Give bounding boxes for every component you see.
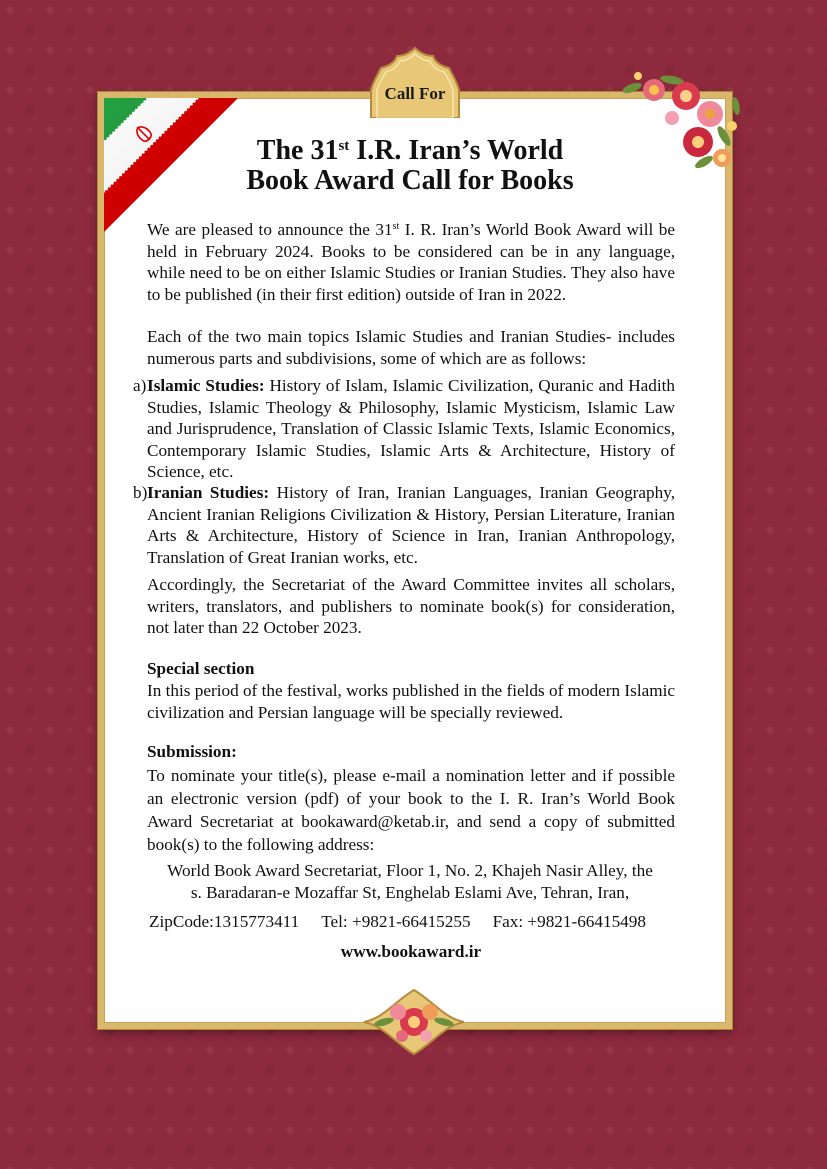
page-title — [160, 136, 660, 196]
topic-marker: b) — [133, 483, 148, 502]
address-block — [130, 860, 690, 903]
flower-ornament-bottom-icon — [354, 982, 474, 1060]
title-line-2: Book Award Call for Books — [246, 165, 574, 196]
topic-text: History of Islam, Islamic Civilization, Quranic and Hadith Studies, Islamic Theology & Philosophy, Islamic Mysticism, Islamic Law and Jurisprudence, Translation of Classic Islamic Texts, Islamic Economics, Contemporary Islamic Studies, Islamic Arts & Architecture, History of Science, etc. — [147, 376, 675, 481]
topic-item-iranian-studies — [133, 482, 675, 568]
call-for-label: Call For — [384, 84, 446, 103]
submission-text: To nominate your title(s), please e-mail a nomination letter and if possible an electronic version (pdf) of your book to the I. R. Iran’s World Book Award Secretariat at bookaward@ketab.ir, and send a copy of submitted book(s) to the following address: — [147, 766, 675, 854]
zip-code: ZipCode:1315773411 — [149, 912, 300, 931]
telephone: Tel: +9821-66415255 — [321, 912, 471, 931]
address-line-1: World Book Award Secretariat, Floor 1, No. 2, Khajeh Nasir Alley, the — [167, 861, 653, 880]
address-line-2: s. Baradaran-e Mozaffar St, Enghelab Eslami Ave, Tehran, Iran, — [190, 882, 630, 902]
submission-heading: Submission: — [147, 742, 237, 761]
invitation-paragraph: Accordingly, the Secretariat of the Award Committee invites all scholars, writers, translators, and publishers to nominate book(s) for consideration, not later than 22 October 2023. — [147, 575, 675, 637]
topic-marker: a) — [133, 376, 147, 395]
call-for-badge-icon — [369, 46, 461, 118]
special-section-heading: Special section — [147, 659, 255, 678]
topic-heading: Iranian Studies: — [147, 483, 270, 502]
topic-heading: Islamic Studies: — [147, 376, 265, 395]
topic-text: History of Iran, Iranian Languages, Iranian Geography, Ancient Iranian Religions Civilization & History, Persian Literature, Iranian Arts & Architecture, History of Science in Iran, Iranian Anthropology, Translation of Great Iranian works, etc. — [147, 483, 675, 567]
title-line-1: The 31st I.R. Iran’s World — [256, 135, 564, 166]
intro-paragraph: We are pleased to announce the 31st I. R. Iran’s World Book Award will be held in February 2024. Books to be considered can be in any language, while need to be on either Islamic Studies or Iranian Studies. They also have to be published (in their first edition) outside of Iran in 2022. — [147, 220, 675, 304]
contact-line — [149, 911, 679, 933]
special-section-text: In this period of the festival, works published in the fields of modern Islamic civilization and Persian language will be specially reviewed. — [147, 681, 675, 722]
topic-item-islamic-studies — [133, 375, 675, 483]
website-link[interactable]: www.bookaward.ir — [340, 942, 482, 961]
fax: Fax: +9821-66415498 — [492, 912, 646, 931]
topics-intro-paragraph: Each of the two main topics Islamic Studies and Iranian Studies- includes numerous parts and subdivisions, some of which are as follows: — [147, 327, 675, 368]
